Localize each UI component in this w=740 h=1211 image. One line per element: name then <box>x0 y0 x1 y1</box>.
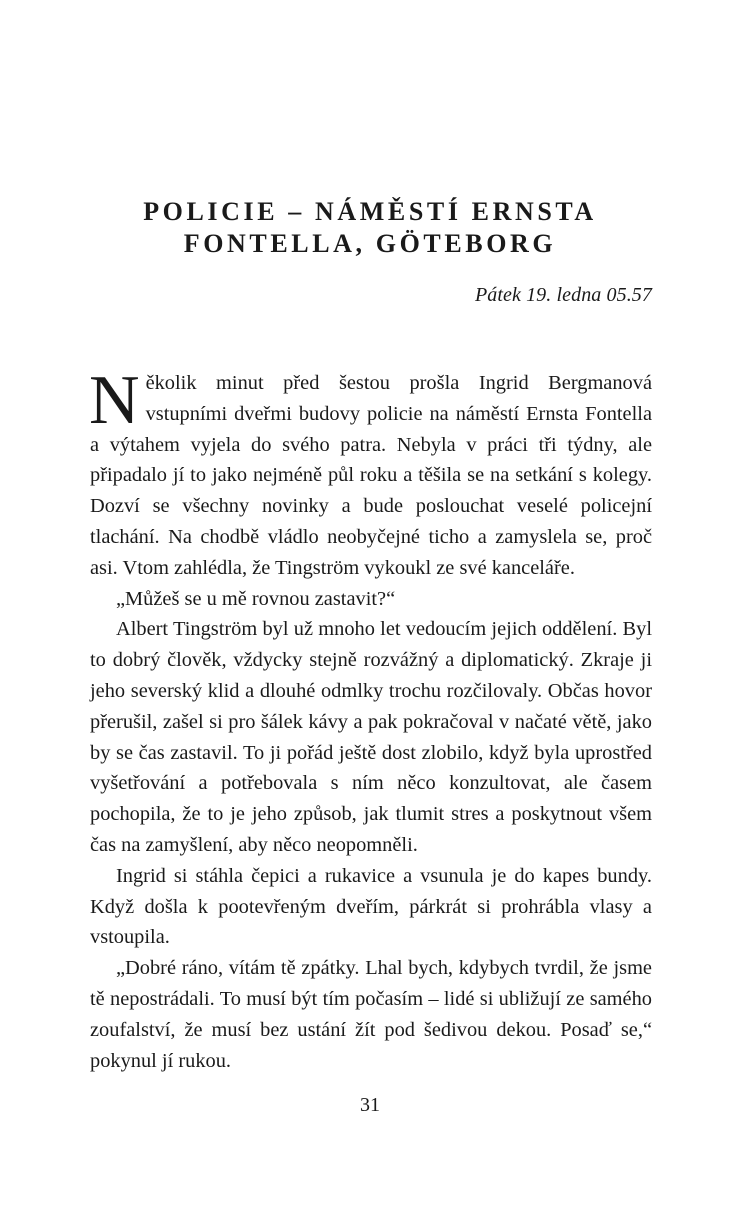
chapter-title <box>90 196 650 260</box>
paragraph <box>89 362 652 584</box>
chapter-title-line-1: POLICIE – NÁMĚSTÍ ERNSTA <box>143 197 597 226</box>
page-number: 31 <box>360 1094 380 1116</box>
paragraph: „Dobré ráno, vítám tě zpátky. Lhal bych, kdybych tvrdil, že jsme tě nepostrádali. To musí být tím počasím – lidé si ubližují ze samého zoufalství, že musí bez ustání žít pod šedivou dekou. Posaď se,“ pokynul jí rukou. <box>90 957 652 1072</box>
paragraph: Ingrid si stáhla čepici a rukavice a vsunula je do kapes bundy. Když došla k pootevřeným dveřím, párkrát si prohrábla vlasy a vstoupila. <box>90 864 652 949</box>
chapter-title-line-2: FONTELLA, GÖTEBORG <box>183 229 557 258</box>
paragraph: Albert Tingström byl už mnoho let vedoucím jejich oddělení. Byl to dobrý člověk, vždycky stejně rozvážný a diplomatický. Zkraje ji jeho severský klid a dlouhé odmlky trochu rozčilovaly. Občas hovor přerušil, zašel si pro šálek kávy a pak pokračoval v načaté větě, jako by se čas zastavil. To ji pořád ještě dost zlobilo, když byla uprostřed vyšetřování a potřebovala s ním něco konzultovat, ale časem pochopila, že to je jeho způsob, jak tlumit stres a poskytnout všem čas na zamyšlení, aby něco neopomněli. <box>90 618 652 856</box>
drop-cap: N <box>89 362 140 439</box>
body-text <box>89 362 652 1076</box>
chapter-timestamp: Pátek 19. ledna 05.57 <box>474 284 652 306</box>
paragraph: „Můžeš se u mě rovnou zastavit?“ <box>116 587 396 610</box>
paragraph-text: ěkolik minut před šestou prošla Ingrid Bergmanová vstupními dveřmi budovy policie na náměstí Ernsta Fontella a výtahem vyjela do svého patra. Nebyla v práci tři týdny, ale připadalo jí to jako nejméně půl roku a těšila se na setkání s kolegy. Dozví se všechny novinky a bude poslouchat veselé policejní tlachání. Na chodbě vládlo neobyčejné ticho a zamyslela se, proč asi. Vtom zahlédla, že Tingström vykoukl ze své kanceláře. <box>90 372 652 579</box>
